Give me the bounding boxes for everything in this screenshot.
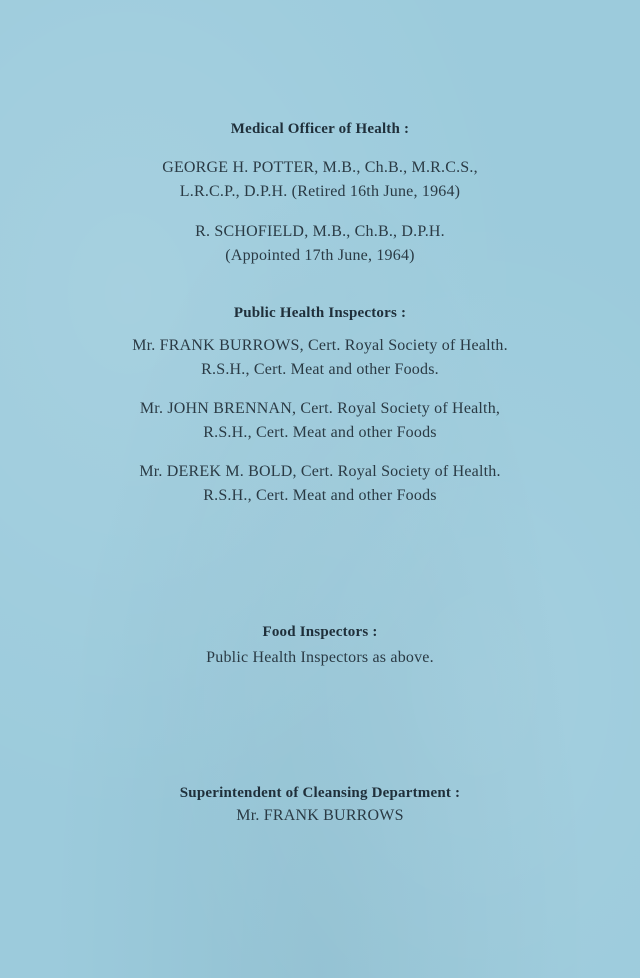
inspector-3-line-1: Mr. DEREK M. BOLD, Cert. Royal Society of Health. bbox=[139, 463, 501, 480]
inspector-1-line-1: Mr. FRANK BURROWS, Cert. Royal Society of Health. bbox=[132, 337, 508, 354]
medical-officer-entry-1-line-2: L.R.C.P., D.P.H. (Retired 16th June, 1964) bbox=[179, 183, 461, 200]
inspector-2-line-2: R.S.H., Cert. Meat and other Foods bbox=[203, 424, 437, 441]
inspector-2-line-1: Mr. JOHN BRENNAN, Cert. Royal Society of Health, bbox=[139, 400, 501, 417]
public-health-inspectors-heading: Public Health Inspectors : bbox=[233, 305, 407, 321]
inspector-3-line-2: R.S.H., Cert. Meat and other Foods bbox=[203, 487, 437, 504]
cleansing-text: Mr. FRANK BURROWS bbox=[236, 807, 404, 824]
food-inspectors-heading: Food Inspectors : bbox=[262, 624, 378, 640]
medical-officer-entry-2-line-2: (Appointed 17th June, 1964) bbox=[225, 247, 415, 264]
medical-officer-entry-2-line-1: R. SCHOFIELD, M.B., Ch.B., D.P.H. bbox=[195, 223, 445, 240]
food-inspectors-text: Public Health Inspectors as above. bbox=[206, 649, 434, 666]
medical-officer-heading: Medical Officer of Health : bbox=[230, 121, 410, 137]
medical-officer-entry-1-line-1: GEORGE H. POTTER, M.B., Ch.B., M.R.C.S., bbox=[162, 159, 478, 176]
cleansing-heading: Superintendent of Cleansing Department : bbox=[179, 785, 461, 801]
inspector-1-line-2: R.S.H., Cert. Meat and other Foods. bbox=[201, 361, 439, 378]
